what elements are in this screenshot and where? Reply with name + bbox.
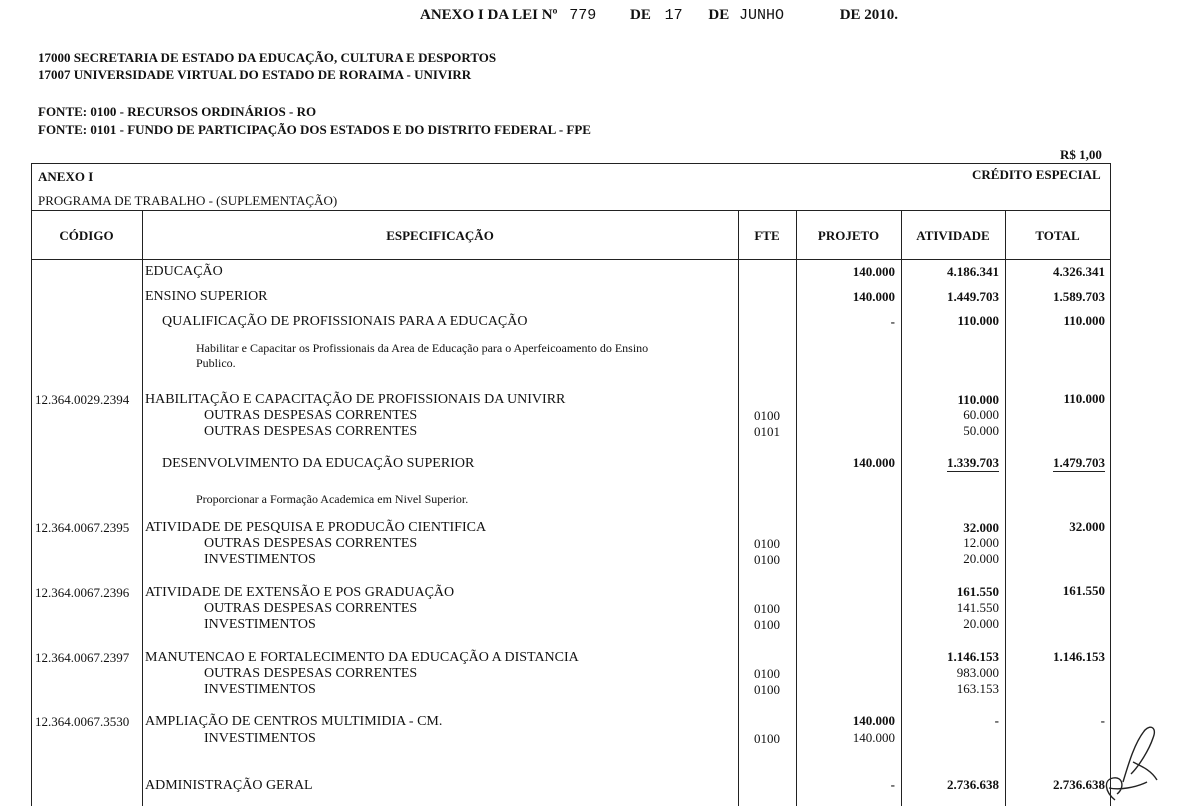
org-line-2: 17007 UNIVERSIDADE VIRTUAL DO ESTADO DE RORAIMA - UNIVIRR	[38, 67, 472, 82]
col-header-total: TOTAL	[1035, 228, 1080, 243]
row-2395-total: 32.000	[1069, 519, 1105, 534]
annex-label: ANEXO I	[38, 169, 94, 184]
row-2397-code: 12.364.0067.2397	[35, 650, 130, 665]
row-2397-sub1-spec: OUTRAS DESPESAS CORRENTES	[204, 666, 418, 681]
row-admin-project: -	[890, 777, 895, 792]
row-2395-code: 12.364.0067.2395	[35, 520, 130, 535]
row-3530-code: 12.364.0067.3530	[35, 714, 130, 729]
col-header-project: PROJETO	[817, 228, 880, 243]
row-ensino-project: 140.000	[852, 289, 895, 304]
row-2396-sub2-spec: INVESTIMENTOS	[204, 617, 316, 632]
row-2397-sub2-spec: INVESTIMENTOS	[204, 682, 316, 697]
row-2395-sub1-spec: OUTRAS DESPESAS CORRENTES	[204, 536, 418, 551]
row-3530-spec: AMPLIAÇÃO DE CENTROS MULTIMIDIA - CM.	[145, 714, 443, 729]
row-2395-spec: ATIVIDADE DE PESQUISA E PRODUCÃO CIENTIFICA	[145, 520, 487, 535]
row-educacao-project: 140.000	[852, 264, 895, 279]
law-year: DE 2010.	[839, 7, 899, 23]
row-2394-sub2-fte: 0101	[754, 424, 780, 439]
document-title	[420, 7, 898, 24]
row-admin-spec: ADMINISTRAÇÃO GERAL	[145, 778, 313, 793]
row-2397-sub1-activity: 983.000	[956, 665, 999, 680]
row-2397-total: 1.146.153	[1053, 649, 1105, 664]
row-2395-activity: 32.000	[963, 520, 999, 535]
col-divider-project	[901, 210, 902, 806]
row-ensino-total: 1.589.703	[1053, 289, 1105, 304]
table-divider-header	[31, 259, 1111, 260]
row-2394-sub2-activity: 50.000	[963, 423, 999, 438]
row-desenv-desc: Proporcionar a Formação Academica em Nivel Superior.	[196, 492, 469, 506]
row-desenv-activity-value: 1.339.703	[947, 455, 999, 470]
row-qualif-project: -	[890, 314, 895, 329]
row-2395-sub2-spec: INVESTIMENTOS	[204, 552, 316, 567]
col-divider-activity	[1005, 210, 1006, 806]
row-desenv-total	[1040, 455, 1105, 470]
row-desenv-activity	[931, 455, 999, 470]
row-2396-sub2-activity: 20.000	[963, 616, 999, 631]
col-header-spec: ESPECIFICAÇÃO	[386, 228, 494, 243]
row-2394-code: 12.364.0029.2394	[35, 392, 130, 407]
row-3530-sub1-fte: 0100	[754, 731, 780, 746]
row-2397-sub2-activity: 163.153	[956, 681, 999, 696]
source-line-2: FONTE: 0101 - FUNDO DE PARTICIPAÇÃO DOS ESTADOS E DO DISTRITO FEDERAL - FPE	[38, 122, 591, 137]
row-qualif-desc-2: Publico.	[196, 356, 236, 370]
row-2395-sub2-fte: 0100	[754, 552, 780, 567]
row-admin-total: 2.736.638	[1053, 777, 1105, 792]
row-2394-sub1-fte: 0100	[754, 408, 780, 423]
program-label: PROGRAMA DE TRABALHO - (SUPLEMENTAÇÃO)	[38, 193, 338, 208]
row-2394-activity: 110.000	[957, 392, 999, 407]
row-2396-sub1-activity: 141.550	[956, 600, 999, 615]
row-2396-sub1-fte: 0100	[754, 601, 780, 616]
row-2396-activity: 161.550	[956, 584, 999, 599]
row-qualif-total: 110.000	[1063, 313, 1105, 328]
row-desenv-total-value: 1.479.703	[1053, 455, 1105, 470]
row-2397-activity: 1.146.153	[947, 649, 999, 664]
row-ensino-spec: ENSINO SUPERIOR	[145, 289, 268, 304]
row-educacao-activity: 4.186.341	[947, 264, 999, 279]
credit-type-label: CRÉDITO ESPECIAL	[972, 167, 1101, 182]
row-2394-sub1-spec: OUTRAS DESPESAS CORRENTES	[204, 408, 418, 423]
row-educacao-spec: EDUCAÇÃO	[145, 264, 223, 279]
col-header-fte: FTE	[754, 228, 780, 243]
row-2396-code: 12.364.0067.2396	[35, 585, 130, 600]
row-2396-total: 161.550	[1062, 583, 1105, 598]
col-header-code: CÓDIGO	[59, 228, 114, 243]
col-divider-fte	[796, 210, 797, 806]
row-admin-activity: 2.736.638	[947, 777, 999, 792]
row-qualif-spec: QUALIFICAÇÃO DE PROFISSIONAIS PARA A EDUCAÇÃO	[162, 314, 528, 329]
title-de-1: DE	[630, 7, 651, 23]
row-2397-sub1-fte: 0100	[754, 666, 780, 681]
row-2394-sub1-activity: 60.000	[963, 407, 999, 422]
row-2394-sub2-spec: OUTRAS DESPESAS CORRENTES	[204, 424, 418, 439]
row-educacao-total: 4.326.341	[1053, 264, 1105, 279]
row-2394-spec: HABILITAÇÃO E CAPACITAÇÃO DE PROFISSIONAIS DA UNIVIRR	[145, 392, 566, 407]
row-desenv-project: 140.000	[852, 455, 895, 470]
row-2397-sub2-fte: 0100	[754, 682, 780, 697]
row-2395-sub1-activity: 12.000	[963, 535, 999, 550]
row-2397-spec: MANUTENCAO E FORTALECIMENTO DA EDUCAÇÃO A DISTANCIA	[145, 650, 579, 665]
row-desenv-spec: DESENVOLVIMENTO DA EDUCAÇÃO SUPERIOR	[162, 456, 475, 471]
title-prefix: ANEXO I DA LEI Nº	[420, 7, 558, 23]
col-divider-spec	[738, 210, 739, 806]
row-qualif-desc-1: Habilitar e Capacitar os Profissionais da Area de Educação para o Aperfeicoamento do Ensino	[196, 341, 649, 355]
row-3530-total: -	[1100, 713, 1105, 728]
handwritten-signature	[1095, 722, 1165, 806]
source-line-1: FONTE: 0100 - RECURSOS ORDINÁRIOS - RO	[38, 104, 317, 119]
row-ensino-activity: 1.449.703	[947, 289, 999, 304]
row-3530-sub1-spec: INVESTIMENTOS	[204, 731, 316, 746]
row-qualif-activity: 110.000	[957, 313, 999, 328]
org-line-1: 17000 SECRETARIA DE ESTADO DA EDUCAÇÃO, CULTURA E DESPORTOS	[38, 50, 497, 65]
row-2396-spec: ATIVIDADE DE EXTENSÃO E POS GRADUAÇÃO	[145, 585, 455, 600]
row-3530-project: 140.000	[852, 713, 895, 728]
row-2395-sub2-activity: 20.000	[963, 551, 999, 566]
title-de-2: DE	[708, 7, 730, 23]
row-2396-sub2-fte: 0100	[754, 617, 780, 632]
row-3530-activity: -	[994, 713, 999, 728]
row-2396-sub1-spec: OUTRAS DESPESAS CORRENTES	[204, 601, 418, 616]
law-number: 779	[569, 7, 597, 24]
row-2395-sub1-fte: 0100	[754, 536, 780, 551]
currency-label: R$ 1,00	[1060, 147, 1102, 162]
law-month: JUNHO	[738, 7, 784, 24]
col-header-activity: ATIVIDADE	[916, 228, 990, 243]
row-2394-total: 110.000	[1063, 391, 1105, 406]
col-divider-code	[142, 210, 143, 806]
table-divider-top	[31, 210, 1111, 211]
law-day: 17	[664, 7, 683, 24]
row-3530-sub1-project: 140.000	[852, 730, 895, 745]
